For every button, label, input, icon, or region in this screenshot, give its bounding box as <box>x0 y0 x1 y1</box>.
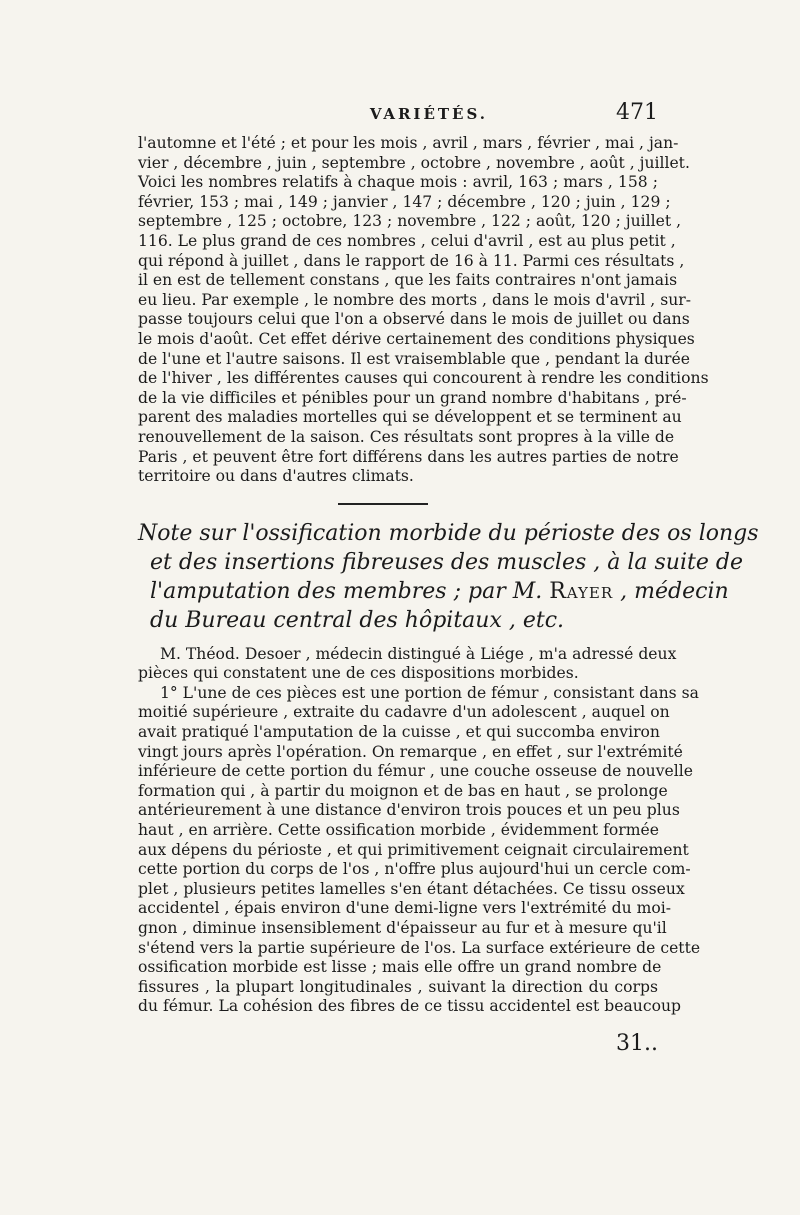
text-line: inférieure de cette portion du fémur , une couche osseuse de nouvelle <box>138 762 693 781</box>
text-line: aux dépens du périoste , et qui primitivement ceignait circulairement <box>138 840 689 859</box>
text-line: fissures , la plupart longitudinales , suivant la direction du corps <box>138 977 658 996</box>
text-line: gnon , diminue insensiblement d'épaisseur au fur et à mesure qu'il <box>138 919 667 937</box>
note-title-line-2: et des insertions fibreuses des muscles , à la suite de <box>150 549 743 575</box>
text-line: s'étend vers la partie supérieure de l'os. La surface extérieure de cette <box>138 938 701 957</box>
text-line: 1° L'une de ces pièces est une portion de fémur , consistant dans sa <box>160 683 699 702</box>
text-line: antérieurement à une distance d'environ trois pouces et un peu plus <box>138 801 680 820</box>
running-header <box>138 100 658 134</box>
text-line: plet , plusieurs petites lamelles s'en étant détachées. Ce tissu osseux <box>138 879 685 898</box>
paragraph-specimen-1 <box>138 683 701 1017</box>
text-line: vier , décembre , juin , septembre , octobre , novembre , août , juillet. <box>138 153 690 172</box>
text-line: territoire ou dans d'autres climats. <box>138 467 414 486</box>
note-title-line-3-text: l'amputation des membres ; par M. <box>150 578 550 604</box>
text-line: septembre , 125 ; octobre, 123 ; novembre , 122 ; août, 120 ; juillet , <box>138 212 682 231</box>
paragraph-statistics <box>138 134 709 487</box>
page-number: 471 <box>616 100 658 125</box>
text-line: février, 153 ; mai , 149 ; janvier , 147 ; décembre , 120 ; juin , 129 ; <box>138 192 671 211</box>
signature-mark: 31.. <box>616 1030 658 1056</box>
text-line: accidentel , épais environ d'une demi-ligne vers l'extrémité du moi- <box>138 899 672 918</box>
text-line: parent des maladies mortelles qui se développent et se terminent au <box>138 408 682 427</box>
text-line: formation qui , à partir du moignon et de bas en haut , se prolonge <box>138 781 668 800</box>
note-title-line-4: du Bureau central des hôpitaux , etc. <box>150 607 565 633</box>
text-line: qui répond à juillet , dans le rapport de 16 à 11. Parmi ces résultats , <box>138 251 685 270</box>
page <box>138 100 759 1056</box>
text-line: M. Théod. Desoer , médecin distingué à Liége , m'a adressé deux <box>160 644 677 663</box>
text-line: passe toujours celui que l'on a observé dans le mois de juillet ou dans <box>138 310 690 329</box>
note-title <box>138 519 759 635</box>
text-line: 116. Le plus grand de ces nombres , celui d'avril , est au plus petit , <box>138 231 676 250</box>
text-line: de l'hiver , les différentes causes qui concourent à rendre les conditions <box>138 369 709 388</box>
note-title-line-3-tail: , médecin <box>613 578 729 604</box>
text-line: cette portion du corps de l'os , n'offre plus aujourd'hui un cercle com- <box>138 860 691 879</box>
text-line: ossification morbide est lisse ; mais elle offre un grand nombre de <box>138 958 662 977</box>
text-line: il en est de tellement constans , que les faits contraires n'ont jamais <box>138 271 678 290</box>
text-line: du fémur. La cohésion des fibres de ce tissu accidentel est beaucoup <box>138 997 681 1016</box>
text-line: de la vie difficiles et pénibles pour un grand nombre d'habitans , pré- <box>138 388 687 407</box>
section-divider <box>338 503 428 505</box>
text-line: moitié supérieure , extraite du cadavre d'un adolescent , auquel on <box>138 703 670 722</box>
note-title-line-1: Note sur l'ossification morbide du périoste des os longs <box>138 520 759 546</box>
text-line: vingt jours après l'opération. On remarque , en effet , sur l'extrémité <box>138 742 683 761</box>
paragraph-intro <box>138 644 677 684</box>
text-line: renouvellement de la saison. Ces résultats sont propres à la ville de <box>138 427 675 446</box>
note-title-line-3 <box>138 577 729 606</box>
text-line: le mois d'août. Cet effet dérive certainement des conditions physiques <box>138 329 695 348</box>
text-line: de l'une et l'autre saisons. Il est vraisemblable que , pendant la durée <box>138 349 690 368</box>
text-line: Voici les nombres relatifs à chaque mois : avril, 163 ; mars , 158 ; <box>138 173 658 192</box>
author-name: Rayer <box>549 578 614 604</box>
running-title: VARIÉTÉS. <box>369 105 488 123</box>
text-line: Paris , et peuvent être fort différens dans les autres parties de notre <box>138 447 679 466</box>
text-line: l'automne et l'été ; et pour les mois , avril , mars , février , mai , jan- <box>138 134 679 152</box>
text-line: pièces qui constatent une de ces dispositions morbides. <box>138 664 579 683</box>
text-line: avait pratiqué l'amputation de la cuisse , et qui succomba environ <box>138 723 660 742</box>
text-line: haut , en arrière. Cette ossification morbide , évidemment formée <box>138 821 659 840</box>
text-line: eu lieu. Par exemple , le nombre des morts , dans le mois d'avril , sur- <box>138 290 691 309</box>
